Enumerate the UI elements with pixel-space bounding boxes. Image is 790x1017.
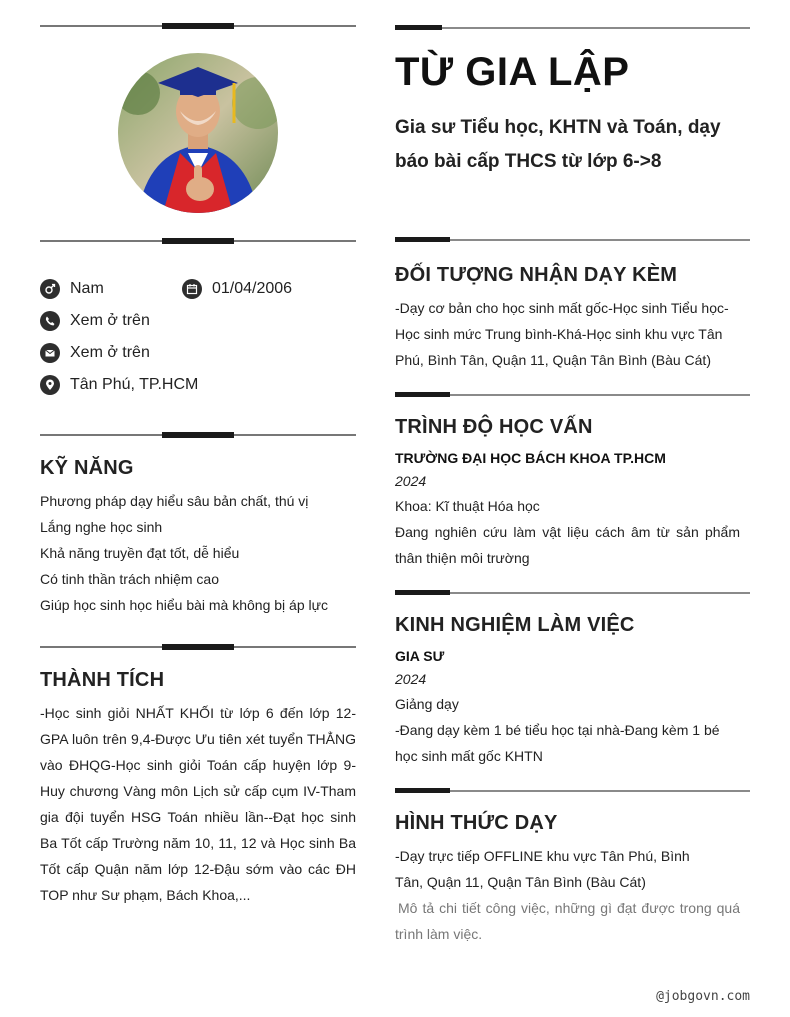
achievements-title: THÀNH TÍCH	[40, 669, 165, 691]
footer-brand[interactable]: @jobgovn.com	[656, 989, 750, 1004]
divider	[40, 25, 356, 27]
phone-value: Xem ở trên	[70, 312, 150, 329]
divider	[395, 790, 750, 792]
education-description: Đang nghiên cứu làm vật liệu cách âm từ sản phẩm thân thiện môi trường	[395, 524, 740, 566]
contact-gender	[40, 279, 104, 299]
email-value: Xem ở trên	[70, 344, 150, 361]
divider	[395, 592, 750, 594]
page-title: TỪ GIA LẬP	[395, 50, 630, 94]
divider	[395, 27, 750, 29]
experience-task: Giảng dạy	[395, 696, 459, 712]
experience-year: 2024	[395, 671, 427, 687]
experience-description: -Đang dạy kèm 1 bé tiểu học tại nhà-Đang kèm 1 bé học sinh mất gốc KHTN	[395, 722, 720, 764]
skills-list	[40, 488, 356, 618]
divider	[40, 646, 356, 648]
job-subtitle: Gia sư Tiểu học, KHTN và Toán, dạy báo bài cấp THCS từ lớp 6->8	[395, 117, 721, 172]
divider	[40, 240, 356, 242]
avatar	[118, 53, 278, 213]
avatar-photo	[118, 53, 278, 213]
list-item: Lắng nghe học sinh	[40, 519, 163, 535]
list-item: Có tinh thần trách nhiệm cao	[40, 571, 219, 587]
divider	[40, 434, 356, 436]
location-pin-icon	[40, 375, 60, 395]
contact-birthdate	[182, 279, 292, 299]
contact-phone	[40, 311, 150, 331]
education-school: TRƯỜNG ĐẠI HỌC BÁCH KHOA TP.HCM	[395, 450, 666, 466]
address-value: Tân Phú, TP.HCM	[70, 376, 199, 393]
teaching-form-text: -Dạy trực tiếp OFFLINE khu vực Tân Phú, Bình Tân, Quận 11, Quận Tân Bình (Bàu Cát)	[395, 848, 690, 890]
email-icon	[40, 343, 60, 363]
contact-address	[40, 375, 198, 395]
calendar-icon	[182, 279, 202, 299]
achievements-text: -Học sinh giỏi NHẤT KHỐI từ lớp 6 đến lớp 12-GPA luôn trên 9,4-Được Ưu tiên xét tuyển THẲNG vào ĐHQG-Học sinh giỏi Toán cấp huyện lớp 9-Huy chương Vàng môn Lịch sử cấp cụm IV-Tham gia đội tuyển HSG Toán nhiều lần--Đạt học sinh Ba Tốt cấp Trường năm 10, 11, 12 và Học sinh Ba Tốt cấp Quận năm lớp 12-Đậu sớm vào các ĐH TOP như Sư phạm, Bách Khoa,...	[40, 705, 356, 903]
gender-value: Nam	[70, 280, 104, 297]
gender-icon	[40, 279, 60, 299]
target-text: -Dạy cơ bản cho học sinh mất gốc-Học sinh Tiểu học-Học sinh mức Trung bình-Khá-Học sinh khu vực Tân Phú, Bình Tân, Quận 11, Quận Tân Bình (Bàu Cát)	[395, 300, 729, 368]
list-item: Khả năng truyền đạt tốt, dễ hiểu	[40, 545, 240, 561]
contact-email	[40, 343, 150, 363]
birthdate-value: 01/04/2006	[212, 280, 293, 297]
list-item: Phương pháp dạy hiểu sâu bản chất, thú vị	[40, 493, 309, 509]
skills-title: KỸ NĂNG	[40, 457, 134, 479]
experience-role: GIA SƯ	[395, 648, 445, 664]
education-title: TRÌNH ĐỘ HỌC VẤN	[395, 416, 593, 438]
education-year: 2024	[395, 473, 427, 489]
target-title: ĐỐI TƯỢNG NHẬN DẠY KÈM	[395, 264, 678, 286]
teaching-form-placeholder: Mô tả chi tiết công việc, những gì đạt được trong quá trình làm việc.	[395, 900, 740, 942]
education-faculty: Khoa: Kĩ thuật Hóa học	[395, 498, 540, 514]
teaching-form-title: HÌNH THỨC DẠY	[395, 812, 558, 834]
experience-title: KINH NGHIỆM LÀM VIỆC	[395, 614, 635, 636]
divider	[395, 394, 750, 396]
phone-icon	[40, 311, 60, 331]
divider	[395, 239, 750, 241]
list-item: Giúp học sinh học hiểu bài mà không bị áp lực	[40, 597, 328, 613]
